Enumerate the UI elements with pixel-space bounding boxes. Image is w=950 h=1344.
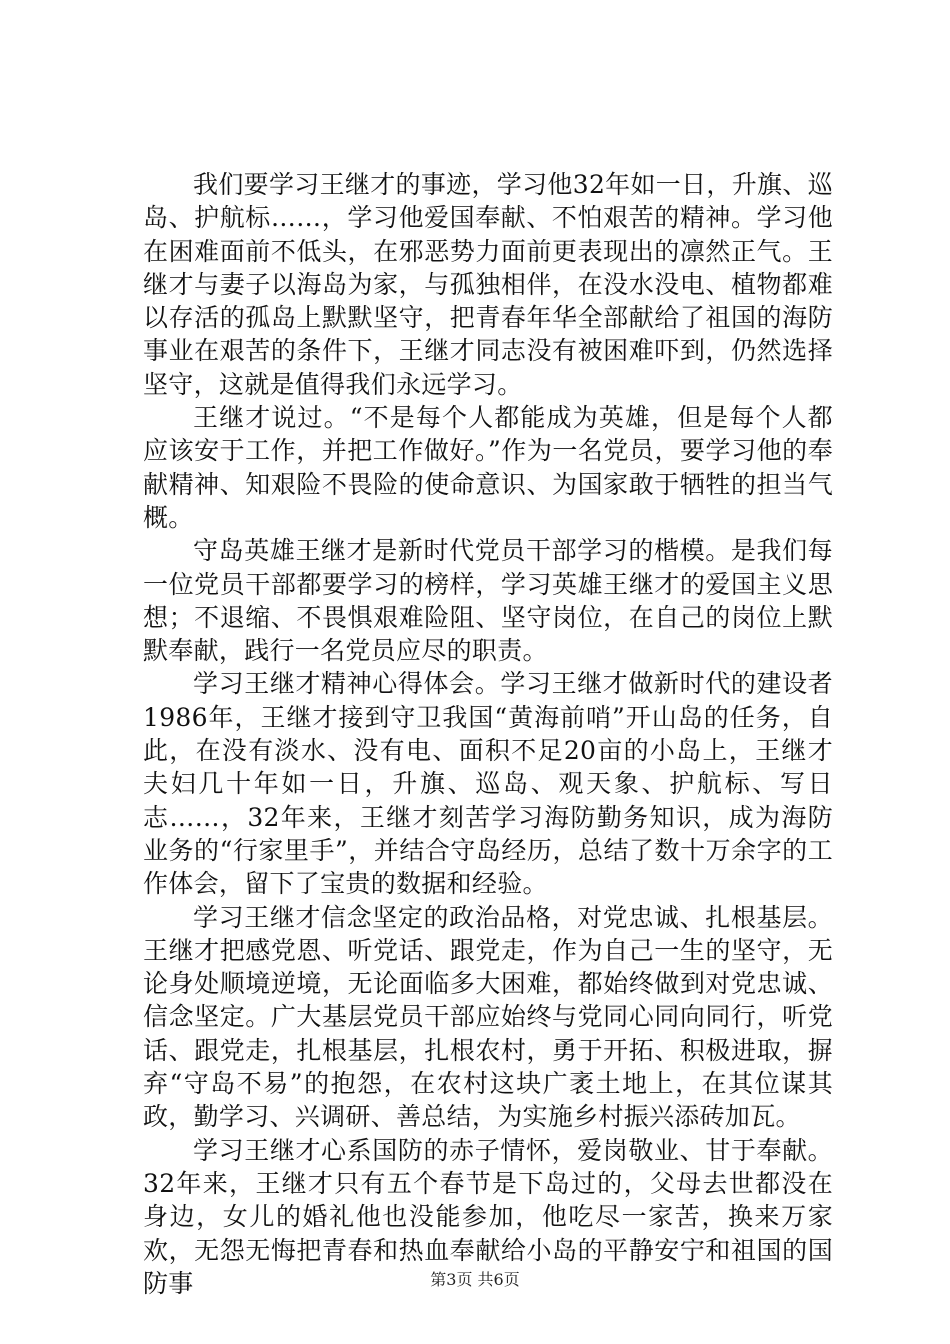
paragraph-6: 学习王继才心系国防的赤子情怀，爱岗敬业、甘于奉献。32年来，王继才只有五个春节是下岛过的，父母去世都没在身边，女儿的婚礼他也没能参加，他吃尽一家苦，换来万家欢，无怨无悔把青春和热血奉献给小岛的平静安宁和祖国的国防事 <box>143 1135 833 1298</box>
paragraph-3: 守岛英雄王继才是新时代党员干部学习的楷模。是我们每一位党员干部都要学习的榜样，学习英雄王继才的爱国主义思想；不退缩、不畏惧艰难险阻、坚守岗位，在自己的岗位上默默奉献，践行一名党员应尽的职责。 <box>143 536 833 666</box>
paragraph-1: 我们要学习王继才的事迹，学习他32年如一日，升旗、巡岛、护航标……，学习他爱国奉献、不怕艰苦的精神。学习他在困难面前不低头，在邪恶势力面前更表现出的凛然正气。王继才与妻子以海岛为家，与孤独相伴，在没水没电、植物都难以存活的孤岛上默默坚守，把青春年华全部献给了祖国的海防事业在艰苦的条件下，王继才同志没有被困难吓到，仍然选择坚守，这就是值得我们永远学习。 <box>143 170 833 399</box>
paragraph-5: 学习王继才信念坚定的政治品格，对党忠诚、扎根基层。王继才把感党恩、听党话、跟党走，作为自己一生的坚守，无论身处顺境逆境，无论面临多大困难，都始终做到对党忠诚、信念坚定。广大基层党员干部应始终与党同心同向同行，听党话、跟党走，扎根基层，扎根农村，勇于开拓、积极进取，摒弃“守岛不易”的抱怨，在农村这块广袤土地上，在其位谋其政，勤学习、兴调研、善总结，为实施乡村振兴添砖加瓦。 <box>143 902 833 1132</box>
paragraph-2: 王继才说过。“不是每个人都能成为英雄，但是每个人都应该安于工作，并把工作做好。”作为一名党员，要学习他的奉献精神、知艰险不畏险的使命意识、为国家敢于牺牲的担当气概。 <box>143 403 833 532</box>
paragraph-4: 学习王继才精神心得体会。学习王继才做新时代的建设者1986年，王继才接到守卫我国“黄海前哨”开山岛的任务，自此，在没有淡水、没有电、面积不足20亩的小岛上，王继才夫妇几十年如一日，升旗、巡岛、观天象、护航标、写日志……，32年来，王继才刻苦学习海防勤务知识，成为海防业务的“行家里手”，并结合守岛经历，总结了数十万余字的工作体会，留下了宝贵的数据和经验。 <box>143 669 833 899</box>
page-footer: 第3页 共6页 <box>430 1270 520 1289</box>
document-body <box>143 168 833 1300</box>
